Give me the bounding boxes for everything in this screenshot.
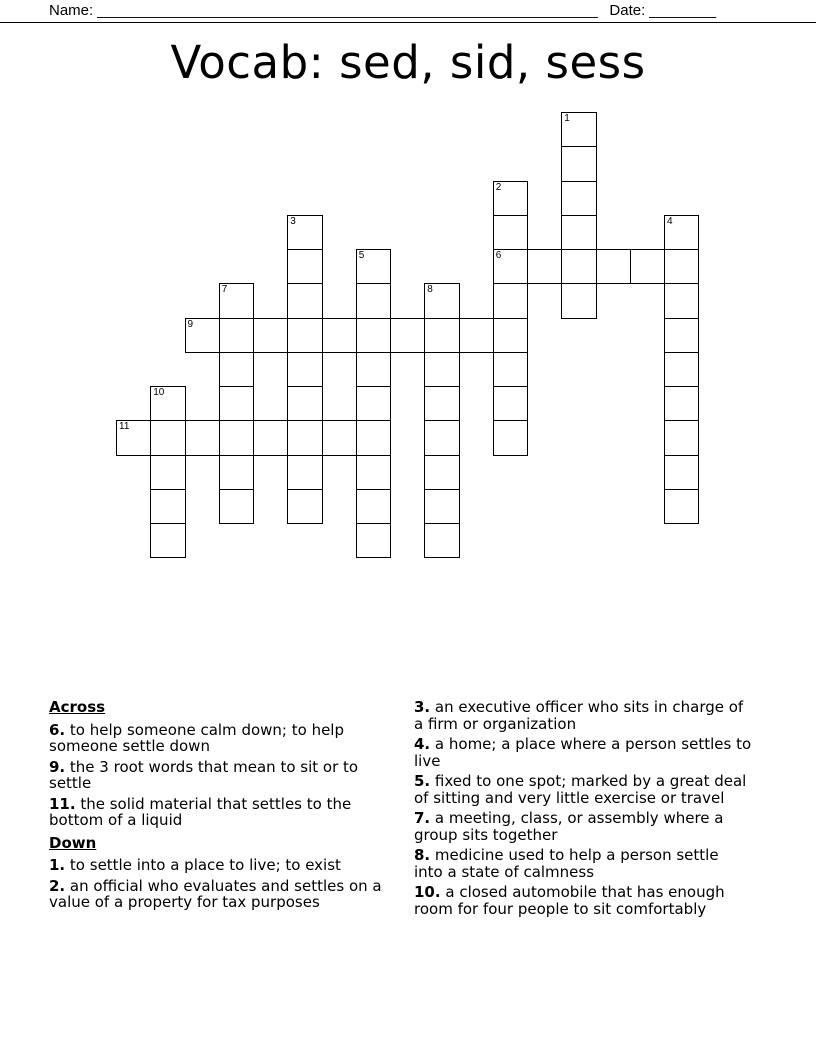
grid-cell[interactable] bbox=[493, 318, 528, 353]
clue-text: an official who evaluates and settles on a value of a property for tax purposes bbox=[49, 876, 382, 911]
grid-cell[interactable] bbox=[561, 112, 596, 147]
clue-number: 5. bbox=[414, 772, 431, 790]
grid-cell[interactable] bbox=[287, 283, 322, 318]
grid-cell[interactable] bbox=[424, 523, 459, 558]
clue-number: 8. bbox=[414, 846, 431, 864]
clues-column-right bbox=[414, 699, 752, 921]
grid-cell[interactable] bbox=[493, 181, 528, 216]
down-heading: Down bbox=[49, 833, 97, 852]
name-blank-line[interactable]: ____________________________________________________________ bbox=[97, 2, 598, 19]
cell-number-label: 7 bbox=[221, 284, 228, 296]
grid-cell[interactable] bbox=[219, 386, 254, 421]
grid-cell[interactable] bbox=[424, 489, 459, 524]
grid-cell[interactable] bbox=[287, 386, 322, 421]
clue-down-8 bbox=[414, 847, 752, 880]
grid-cell[interactable] bbox=[287, 455, 322, 490]
grid-cell[interactable] bbox=[287, 489, 322, 524]
clue-down-4 bbox=[414, 736, 752, 769]
cell-number-label: 2 bbox=[495, 181, 502, 193]
grid-cell[interactable] bbox=[630, 249, 665, 284]
crossword-grid bbox=[116, 112, 699, 558]
grid-cell[interactable] bbox=[424, 420, 459, 455]
clue-number: 7. bbox=[414, 809, 431, 827]
clue-number: 10. bbox=[414, 883, 441, 901]
clue-down-2 bbox=[49, 878, 389, 911]
grid-cell[interactable] bbox=[561, 283, 596, 318]
grid-cell[interactable] bbox=[219, 420, 254, 455]
clue-text: the solid material that settles to the bottom of a liquid bbox=[49, 794, 352, 829]
grid-cell[interactable] bbox=[561, 181, 596, 216]
grid-cell[interactable] bbox=[664, 215, 699, 250]
grid-cell[interactable] bbox=[459, 318, 494, 353]
grid-cell[interactable] bbox=[287, 420, 322, 455]
grid-cell[interactable] bbox=[493, 215, 528, 250]
clue-across-9 bbox=[49, 759, 389, 792]
grid-cell[interactable] bbox=[424, 352, 459, 387]
clue-down-10 bbox=[414, 884, 752, 917]
grid-cell[interactable] bbox=[253, 420, 288, 455]
date-label: Date: bbox=[609, 2, 646, 19]
grid-cell[interactable] bbox=[322, 420, 357, 455]
clue-number: 1. bbox=[49, 856, 66, 874]
clue-down-3 bbox=[414, 699, 752, 732]
grid-cell[interactable] bbox=[356, 318, 391, 353]
clue-number: 6. bbox=[49, 720, 66, 739]
grid-cell[interactable] bbox=[390, 318, 425, 353]
grid-cell[interactable] bbox=[219, 455, 254, 490]
grid-cell[interactable] bbox=[493, 249, 528, 284]
date-blank-line[interactable]: ________ bbox=[649, 2, 716, 19]
grid-cell[interactable] bbox=[561, 249, 596, 284]
grid-cell[interactable] bbox=[424, 283, 459, 318]
grid-cell[interactable] bbox=[219, 352, 254, 387]
grid-cell[interactable] bbox=[424, 455, 459, 490]
grid-cell[interactable] bbox=[664, 489, 699, 524]
grid-cell[interactable] bbox=[527, 249, 562, 284]
clues-column-left bbox=[49, 699, 389, 915]
grid-cell[interactable] bbox=[493, 420, 528, 455]
header bbox=[0, 0, 816, 23]
grid-cell[interactable] bbox=[185, 420, 220, 455]
clue-text: fixed to one spot; marked by a great deal of sitting and very little exercise or travel bbox=[414, 772, 747, 807]
cell-number-label: 9 bbox=[187, 318, 194, 330]
grid-cell[interactable] bbox=[287, 352, 322, 387]
grid-cell[interactable] bbox=[116, 420, 151, 455]
name-label: Name: bbox=[49, 2, 94, 19]
grid-cell[interactable] bbox=[150, 420, 185, 455]
cell-number-label: 11 bbox=[119, 421, 130, 433]
cell-number-label: 5 bbox=[358, 250, 365, 261]
clue-number: 9. bbox=[49, 757, 66, 776]
grid-cell[interactable] bbox=[356, 249, 391, 284]
clue-number: 2. bbox=[49, 876, 66, 895]
grid-cell[interactable] bbox=[356, 352, 391, 387]
grid-cell[interactable] bbox=[356, 420, 391, 455]
cell-number-label: 8 bbox=[427, 284, 433, 296]
clue-text: a home; a place where a person settles to live bbox=[414, 735, 752, 770]
grid-cell[interactable] bbox=[424, 386, 459, 421]
grid-cell[interactable] bbox=[664, 318, 699, 353]
page-title: Vocab: sed, sid, sess bbox=[170, 36, 646, 89]
grid-cell[interactable] bbox=[185, 318, 220, 353]
cell-number-label: 4 bbox=[667, 215, 673, 227]
clue-text: a closed automobile that has enough room for four people to sit comfortably bbox=[414, 883, 725, 918]
grid-cell[interactable] bbox=[664, 352, 699, 387]
grid-cell[interactable] bbox=[664, 386, 699, 421]
clue-number: 11. bbox=[49, 794, 76, 813]
grid-cell[interactable] bbox=[322, 318, 357, 353]
grid-cell[interactable] bbox=[150, 455, 185, 490]
grid-cell[interactable] bbox=[150, 489, 185, 524]
cell-number-label: 10 bbox=[153, 387, 165, 398]
date-field bbox=[609, 2, 716, 22]
grid-cell[interactable] bbox=[664, 283, 699, 318]
grid-cell[interactable] bbox=[356, 455, 391, 490]
cell-number-label: 1 bbox=[564, 113, 570, 124]
clue-text: to help someone calm down; to help someone settle down bbox=[49, 720, 344, 755]
grid-cell[interactable] bbox=[287, 318, 322, 353]
grid-cell[interactable] bbox=[561, 215, 596, 250]
grid-cell[interactable] bbox=[356, 523, 391, 558]
clue-across-11 bbox=[49, 796, 389, 829]
grid-cell[interactable] bbox=[219, 283, 254, 318]
grid-cell[interactable] bbox=[424, 318, 459, 353]
grid-cell[interactable] bbox=[664, 249, 699, 284]
grid-cell[interactable] bbox=[150, 386, 185, 421]
grid-cell[interactable] bbox=[287, 215, 322, 250]
clue-across-6 bbox=[49, 722, 389, 755]
clue-down-5 bbox=[414, 773, 752, 806]
clue-down-7 bbox=[414, 810, 752, 843]
clue-number: 3. bbox=[414, 698, 431, 716]
grid-cell[interactable] bbox=[664, 455, 699, 490]
grid-cell[interactable] bbox=[596, 249, 631, 284]
clue-text: an executive officer who sits in charge of a firm or organization bbox=[414, 698, 744, 733]
clue-text: the 3 root words that mean to sit or to settle bbox=[49, 757, 359, 792]
clue-text: medicine used to help a person settle into a state of calmness bbox=[414, 846, 719, 881]
clue-text: to settle into a place to live; to exist bbox=[69, 856, 341, 874]
grid-cell[interactable] bbox=[356, 489, 391, 524]
grid-cell[interactable] bbox=[287, 249, 322, 284]
grid-cell[interactable] bbox=[253, 318, 288, 353]
grid-cell[interactable] bbox=[561, 146, 596, 181]
grid-cell[interactable] bbox=[219, 318, 254, 353]
grid-cell[interactable] bbox=[493, 352, 528, 387]
grid-cell[interactable] bbox=[493, 283, 528, 318]
clue-down-1 bbox=[49, 857, 389, 874]
grid-cell[interactable] bbox=[356, 386, 391, 421]
grid-cell[interactable] bbox=[493, 386, 528, 421]
grid-cell[interactable] bbox=[356, 283, 391, 318]
grid-cell[interactable] bbox=[664, 420, 699, 455]
clue-text: a meeting, class, or assembly where a group sits together bbox=[414, 809, 724, 844]
cell-number-label: 3 bbox=[290, 215, 296, 227]
clue-number: 4. bbox=[414, 735, 431, 753]
across-heading: Across bbox=[49, 698, 106, 716]
name-field bbox=[49, 2, 598, 22]
grid-cell[interactable] bbox=[150, 523, 185, 558]
cell-number-label: 6 bbox=[495, 250, 502, 261]
grid-cell[interactable] bbox=[219, 489, 254, 524]
